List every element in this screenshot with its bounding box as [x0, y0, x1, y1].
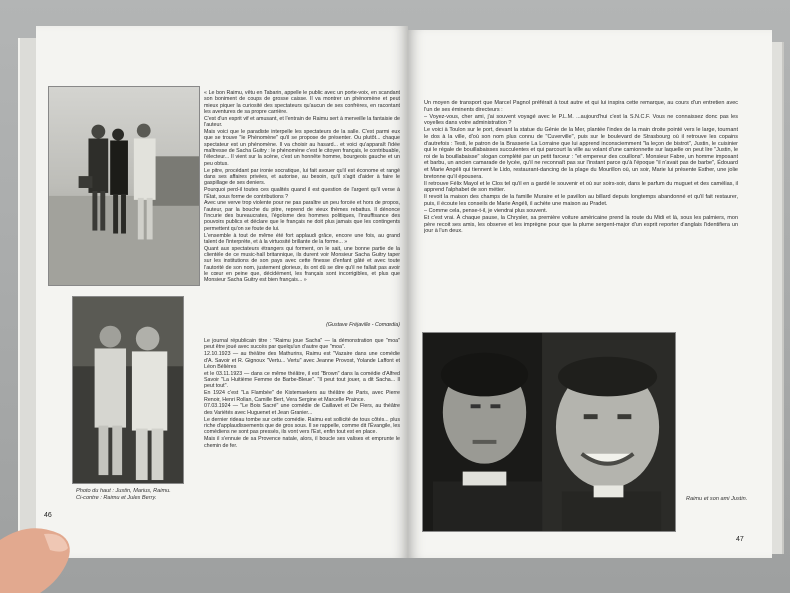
right-paragraph: Et c'est vrai. À chaque pause, la Chrysler, sa première voiture américaine prend la route du Midi et là, sous les palmiers, mon père recoit ses amis, les observe et les imprègne pour que la plume sergent-major d'un esprit reporter d'anglais l'identifiera un jour à l'un deux. [424, 215, 738, 235]
left-text-column-top [204, 90, 400, 318]
page-number-left: 46 [44, 512, 52, 519]
left-text-column-bottom [204, 338, 400, 538]
left-paragraph: « Le bon Raimu, vêtu en Tabarin, appelle le public avec un porte-voix, en scandant son boniment de coups de grosse caisse. Il va montrer un phénomène et peut mieux piquer la curiosité des spectateurs qu'aucun de ses confrères, en racontant les aventures de sa propre carrière. [204, 90, 400, 116]
photo-raimu-jules-berry [72, 296, 184, 484]
left-paragraph: Mais voici que le paradiste interpelle les spectateurs de la salle. C'est parmi eux que se trouve "le Phénomène" qu'il se propose de présenter. Ou plutôt... chaque spectateur est un phénomène. Il va choisir au hasard... et voici qu'apparaît l'idée maîtresse de Sacha Guitry : le phénomène c'est le citoyen français, le contribuable, l'électeur... Il vient sur la scène, c'est un honnête homme, bourgeois gauche et un peu obtus. [204, 129, 400, 167]
caption-bottom: Ci-contre : Raimu et Jules Berry. [76, 495, 157, 501]
right-page [408, 30, 772, 558]
journal-intro: Le journal républicain titre : "Raimu joue Sacha" — la démonstration que "moa" peut être joué avec succès par quelqu'un d'autre que "moa". [204, 338, 400, 351]
right-paragraph: – Comme cela, pense-t-il, je viendrai plus souvent. [424, 208, 548, 214]
right-paragraph: Il retrouve Félix Mayol et le Clos tel qu'il en a gardé le souvenir et où sur soirs-soir, dans le parfum du muguet et des camélias, il apprend l'alphabet de son métier. [424, 180, 738, 194]
caption-raimu-justin: Raimu et son ami Justin. [686, 496, 748, 502]
caption-top: Photo du haut : Justin, Marius, Raimu. [76, 488, 171, 494]
right-paragraph: Le voici à Toulon sur le port, devant la statue du Génie de la Mer, plantée l'index de la main droite pointé vers le large, tournant le dos à la ville, d'où son nom plus connu de "Cuverville", puis sur le boulevard de Strasbourg où il retrouve les copains d'autrefois : Testi, le patron de la Brasserie La Lorraine que lui apprend inconsciemment "la leçon de bistrot", Justin, le cuisinier qui le régale de bouillabaisses succulentes et qui parcourt la ville au volant d'une camionnette sur laquelle on peut lire "Justin, le roi de la bouillabaisse" slogan complété par un petit farceur : "et empereur des couillons". Monsieur Fabre, un homme imposant et barbu, un ancien camarade de lycée, qu'il ne reconnaît pas sur l'instant parce qu'à l'époque "il n'avait pas de barbe", Édouard et Marie Angéli qui tiennent le Lido, restaurant-dancing de la plage du Mourillon où, un soir, Marie lui présente Esther, une jolie bretonne qu'il épousera. [424, 127, 738, 180]
right-paragraph: Un moyen de transport que Marcel Pagnol préférait à tout autre et qui lui inspira cette remarque, au cours d'un entretien avec l'un de ses éminents directeurs : [424, 100, 738, 113]
left-paragraph: L'ensemble à tout de même été fort applaudi grâce, encore une fois, au grand talent de l'interprète, et à la virtuosité brillante de la forme... » [204, 232, 400, 245]
left-page [36, 26, 408, 558]
left-paragraph: Quant aux spectateurs étrangers qui forment, on le sait, une bonne partie de la clientèle de ce music-hall britannique, ils durent voir Monsieur Sacha Guitry taper sur les institutions de son pays avec cette finesse d'enfant gâté et avec toute l'autorité de son nom, justement glorieux, ils ont dû se dire qu'il ne fallait pas avoir le cœur en peine que, décidément, les français sont incorrigibles, et plus que Monsieur Sacha Guitry est bien français... » [204, 245, 400, 284]
left-paragraph: Pourquoi perd-il toutes ces qualités quand il est question de l'argent qu'il verse à l'État, sous forme de contributions ? [204, 187, 400, 200]
chronology-entry: Le dernier rideau tombe sur cette comédie. Raimu est sollicité de tous côtés... plus riche d'applaudissements que de gros sous. Il se rappelle, comme dit l'Évangile, les comédiens ne sont pas pressés, ils vont vers l'Est, enfin tout est en place. [204, 416, 400, 436]
left-paragraph: C'est d'un esprit vif et amusant, et l'entrain de Raimu sert à merveille la fantaisie de l'auteur. [204, 115, 400, 129]
right-paragraph: – Voyez-vous, cher ami, j'ai souvent voyagé avec le P.L.M. ...aujourd'hui c'est la S.N.C.F. Vous ne connaissez donc pas les voyelles dans votre administration ? [424, 113, 738, 127]
hand-thumb [0, 520, 80, 593]
page-number-right: 47 [736, 536, 744, 543]
chronology-entry: En 1924 c'est "La Flambée" de Kistemaekers au théâtre de Paris, avec Pierre Renoir, Henri Rollan, Camille Bert, Vera Sergine et Marcelle Praince. [204, 390, 400, 403]
right-paragraph: Il revoit la maison des champs de la famille Muraire et le pavillon au billard depuis longtemps abandonné et qu'il fait restaurer, puis, il écoute les conseils de Marie Angéli, il achète une maison au Pradet. [424, 194, 738, 207]
source-citation: (Gustave Fréjaville - Comœdia) [326, 322, 400, 328]
left-paragraph: Le pitre, procédant par ironie socratique, lui fait avouer qu'il est économe et rangé dans ses affaires privées, et autorise, au besoin, qu'il s'agit d'aider à faire le gaspillage de ses deniers. [204, 167, 400, 187]
right-text-column [424, 100, 738, 344]
photo-justin-marius-raimu [48, 86, 200, 286]
chronology-entry: 07.03.1924 — "Le Bois Sacré" une comédie de Caillavet et De Flers, au théâtre des Variétés avec Huguenet et Jean Granier... [204, 403, 400, 416]
left-source [204, 322, 400, 336]
left-paragraph: Avec une verve trop violente pour ne pas paraître un peu forcée et hors de propos, l'auteur, par la bouche du pitre, reprend de vieux thèmes rebattus. Il dénonce l'incurie des bureaucrates, l'égoïsme des hommes politiques, l'insuffisance des pouvoirs publics et déclare que le français ne doit plus jamais que les contingents permettent qu'on se foute de lui. [204, 200, 400, 232]
chronology-entry: et le 03.11.1923 — dans ce même théâtre, il est "Brown" dans la comédie d'Alfred Savoir "La Huitième Femme de Barbe-Bleue". "Il peut tout jouer, a dit Sacha... Il peut tout". [204, 370, 400, 390]
chronology-entry: 12.10.1923 — au théâtre des Mathurins, Raimu est "Vazaire dans une comédie d'A. Savoir et R. Gignoux "Vertu... Vertu" avec Jeanne Provost, Yolande Laffont et Léon Bélières [204, 351, 400, 370]
photo-raimu-and-justin [422, 332, 676, 532]
chronology-entry: Mais il s'ennuie de sa Provence natale, alors, il boucle ses valises et emprunte le chemin de fer. [204, 436, 400, 449]
caption-photos-left [76, 488, 206, 502]
